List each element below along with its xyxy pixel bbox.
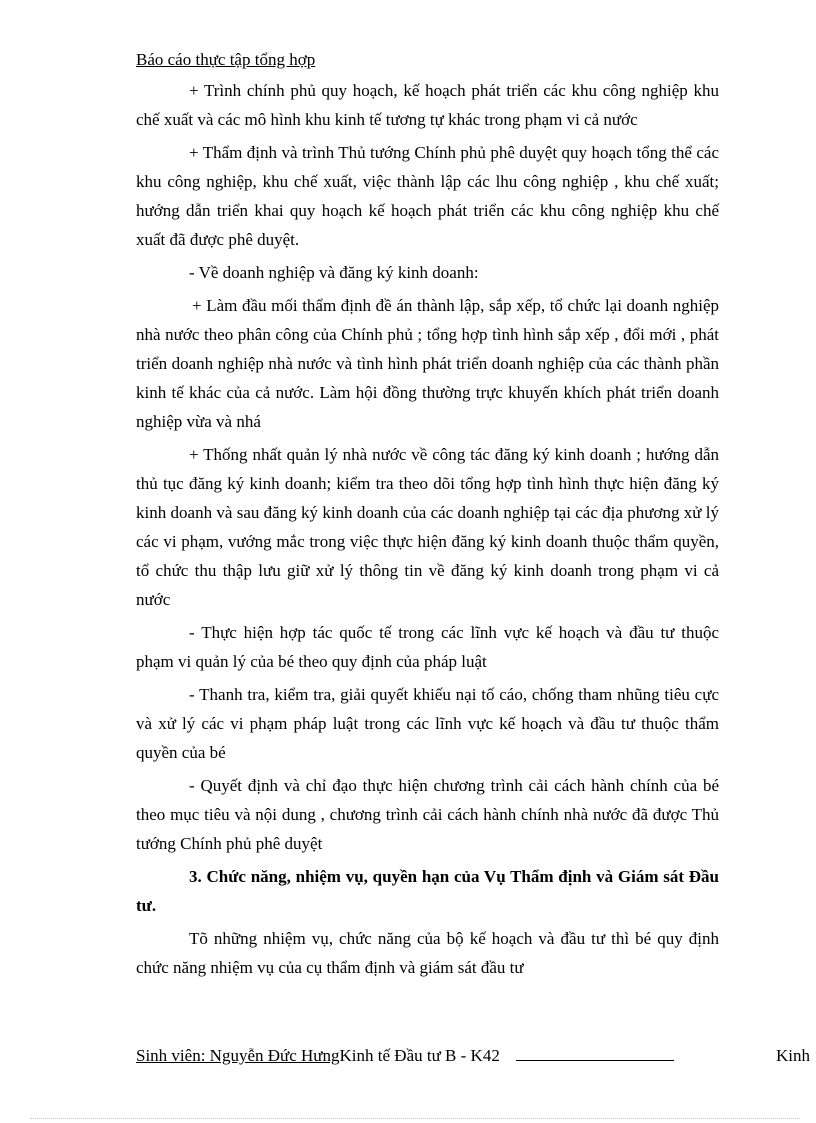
footer-right: Kinh [776,1046,810,1065]
page-header: Báo cáo thực tập tổng hợp [136,50,316,69]
paragraph: - Về doanh nghiệp và đăng ký kinh doanh: [189,263,479,282]
paragraph: - Thanh tra, kiểm tra, giải quyết khiếu nại tố cáo, chống tham nhũng tiêu cực và xử lý các vi phạm pháp luật trong các lĩnh vực kế hoạch và đầu tư thuộc thẩm quyền của bé [136,685,719,762]
footer-student: Sinh viên: Nguyễn Đức Hưng [136,1046,340,1065]
page-footer [136,1046,816,1066]
paragraph: + Thống nhất quản lý nhà nước về công tác đăng ký kinh doanh ; hướng dẫn thủ tục đăng ký kinh doanh; kiểm tra theo dõi tổng hợp tình hình thực hiện đăng ký kinh doanh và sau đăng ký kinh doanh của các doanh nghiệp tại các địa phương xử lý các vi phạm, vướng mắc trong việc thực hiện đăng ký kinh doanh thuộc thẩm quyền, tổ chức thu thập lưu giữ xử lý thông tin về đăng ký kinh doanh trong phạm vi cả nước [136,445,719,609]
paragraph: + Thẩm định và trình Thủ tướng Chính phủ phê duyệt quy hoạch tổng thể các khu công nghiệp, khu chế xuất, việc thành lập các lhu công nghiệp , khu chế xuất; hướng dẫn triển khai quy hoạch kế hoạch phát triển các khu công nghiệp khu chế xuất đã được phê duyệt. [136,143,719,249]
footer-class: Kinh tế Đầu tư B - K42 [339,1046,500,1065]
footer-line [516,1048,674,1061]
paragraph: + Làm đầu mối thẩm định đề án thành lập, sắp xếp, tổ chức lại doanh nghiệp nhà nước theo phân công của Chính phủ ; tổng hợp tình hình sắp xếp , đổi mới , phát triển doanh nghiệp nhà nước và tình hình phát triển doanh nghiệp của các thành phần kinh tế khác của cả nước. Làm hội đồng thường trực khuyến khích phát triển doanh nghiệp vừa và nhá [136,296,719,431]
paragraph: - Thực hiện hợp tác quốc tế trong các lĩnh vực kế hoạch và đầu tư thuộc phạm vi quản lý của bé theo quy định của pháp luật [136,623,719,671]
page-bottom-divider [30,1118,800,1119]
document-body [136,76,719,986]
paragraph: - Quyết định và chỉ đạo thực hiện chương trình cải cách hành chính của bé theo mục tiêu và nội dung , chương trình cải cách hành chính nhà nước đã được Thủ tướng Chính phủ phê duyệt [136,776,719,853]
paragraph: + Trình chính phủ quy hoạch, kế hoạch phát triển các khu công nghiệp khu chế xuất và các mô hình khu kinh tế tương tự khác trong phạm vi cả nước [136,81,719,129]
paragraph: Tõ những nhiệm vụ, chức năng của bộ kế hoạch và đầu tư thì bé quy định chức năng nhiệm vụ của cụ thẩm định và giám sát đầu tư [136,929,719,977]
section-heading: 3. Chức năng, nhiệm vụ, quyền hạn của Vụ Thẩm định và Giám sát Đầu tư. [136,867,719,915]
